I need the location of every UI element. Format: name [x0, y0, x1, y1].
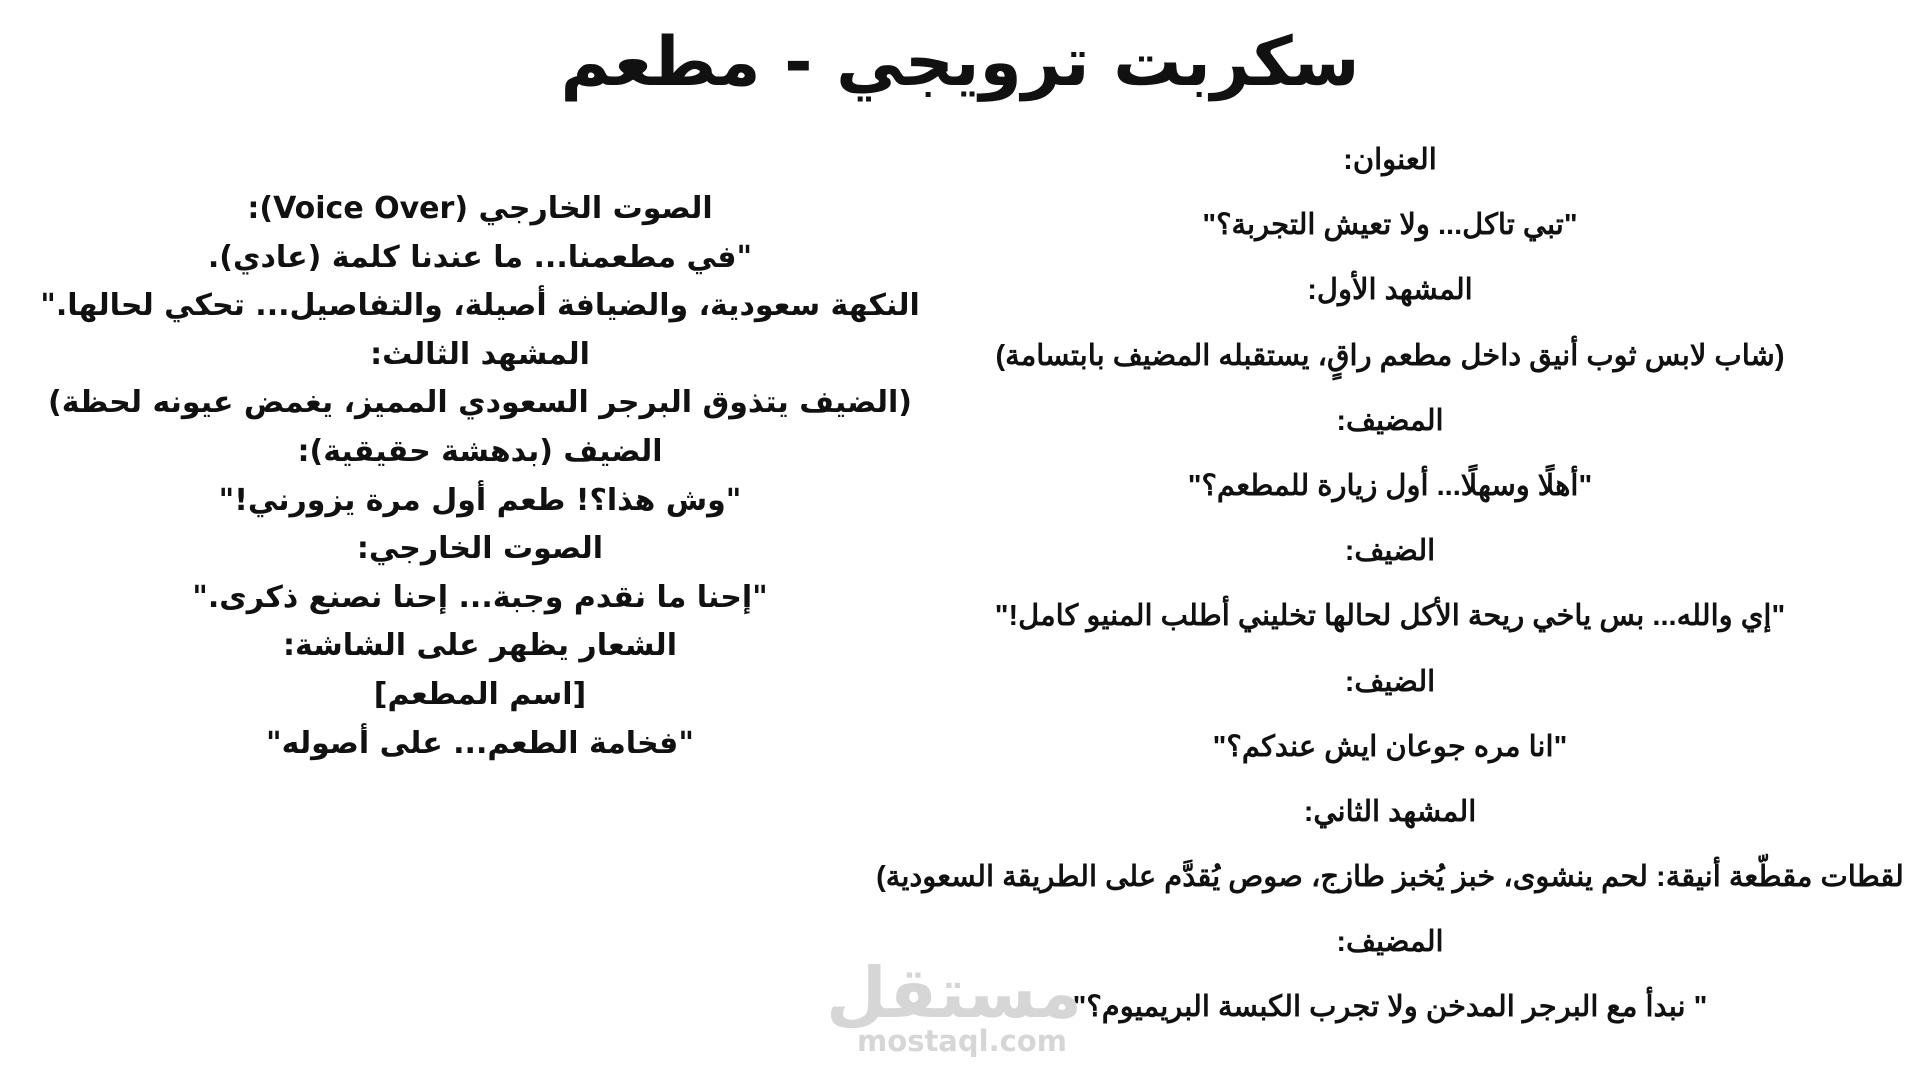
- script-line: المضيف:: [1336, 404, 1444, 437]
- right-script-column: [860, 138, 1920, 1051]
- script-line: الضيف:: [1344, 535, 1436, 568]
- watermark-arabic-text: مستقل: [825, 952, 1082, 1034]
- script-line: الضيف (بدهشة حقيقية):: [297, 433, 663, 469]
- script-line: "إحنا ما نقدم وجبة... إحنا نصنع ذكرى.": [192, 579, 768, 615]
- left-script-column: [40, 185, 920, 768]
- script-line: المشهد الأول:: [1307, 274, 1473, 307]
- script-line: [اسم المطعم]: [373, 676, 587, 712]
- script-line: "تبي تاكل... ولا تعيش التجربة؟": [1202, 209, 1578, 242]
- script-line: الشعار يظهر على الشاشة:: [283, 628, 677, 664]
- script-line: (الضيف يتذوق البرجر السعودي المميز، يغمض عيونه لحظة): [48, 385, 912, 421]
- script-line: المشهد الثاني:: [1303, 795, 1477, 828]
- script-line: الصوت الخارجي:: [356, 531, 604, 567]
- script-line: المشهد الثالث:: [370, 336, 590, 372]
- watermark-domain-text: mostaql.com: [857, 1024, 1067, 1058]
- script-line: العنوان:: [1343, 144, 1437, 176]
- script-line: المضيف:: [1336, 926, 1444, 959]
- script-line: "أهلًا وسهلًا... أول زيارة للمطعم؟": [1187, 469, 1593, 502]
- script-line: "انا مره جوعان ايش عندكم؟": [1212, 730, 1568, 763]
- script-line: " نبدأ مع البرجر المدخن ولا تجرب الكبسة البريميوم؟": [1072, 991, 1708, 1024]
- script-line: (شاب لابس ثوب أنيق داخل مطعم راقٍ، يستقبله المضيف بابتسامة): [995, 339, 1785, 372]
- script-line: النكهة سعودية، والضيافة أصيلة، والتفاصيل... تحكي لحالها.": [40, 288, 920, 324]
- mostaql-watermark: [825, 952, 1082, 1058]
- script-line: "فخامة الطعم... على أصوله": [266, 725, 694, 761]
- script-line: "إي والله... بس ياخي ريحة الأكل لحالها تخليني أطلب المنيو كامل!": [994, 600, 1786, 633]
- script-line: الصوت الخارجي (Voice Over):: [247, 191, 713, 226]
- script-line: لقطات مقطّعة أنيقة: لحم ينشوى، خبز يُخبز طازج، صوص يُقدَّم على الطريقة السعودية): [876, 861, 1904, 894]
- page-title: سكربت ترويجي - مطعم: [560, 23, 1360, 102]
- script-line: "وش هذا؟! طعم أول مرة يزورني!": [218, 482, 742, 518]
- script-line: "في مطعمنا... ما عندنا كلمة (عادي).: [207, 239, 753, 275]
- script-line: الضيف:: [1344, 665, 1436, 698]
